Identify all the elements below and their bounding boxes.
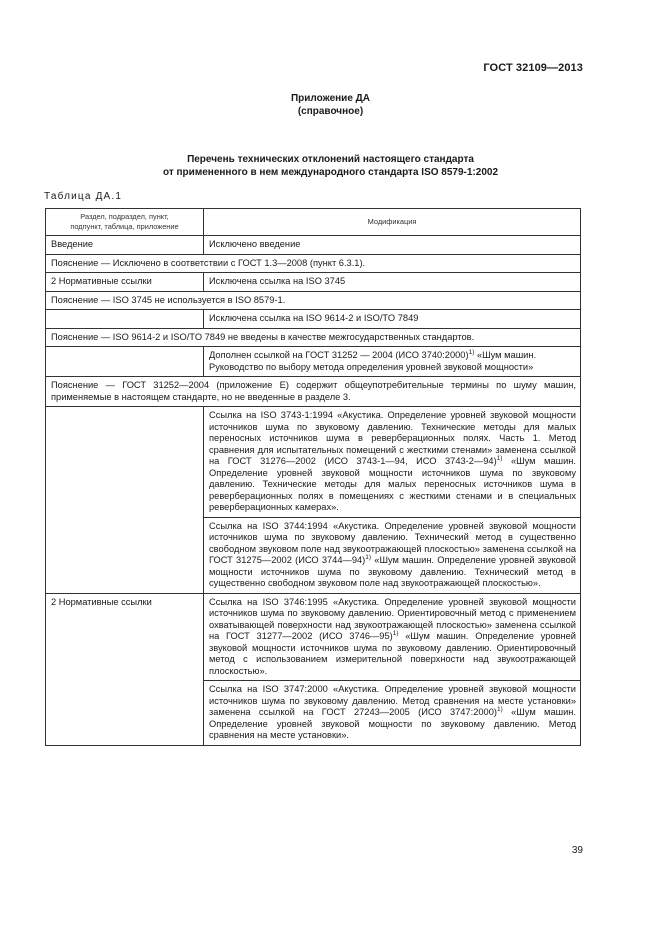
footnote-ref: 1): [392, 629, 399, 637]
mod-text: Ссылка на ISO 3744:1994 «Акустика. Определение уровней звуковой мощности источников шума по звуковому давлению. Технический метод в существенно свободном звуковом поле над звукоотражающей плоскостью» заменена ссылкой на ГОСТ 31275—2002 (ИСО 3744—94): [209, 520, 576, 565]
mod-text: «Шум машин. Определение уровней звуковой мощности источников шума по звуковому давлению. Технические методы для малых переносных источников шума в реверберационных полях в помещениях с жесткими стенами и в специальных реверберационных камерах».: [209, 456, 576, 512]
footnote-ref: 1): [496, 454, 503, 462]
table-row: [46, 273, 581, 292]
mod-text: Ссылка на ISO 3743-1:1994 «Акустика. Определение уровней звуковой мощности источников шума по звуковому давлению. Технические методы для малых переносных источников шума в реверберационных полях. Часть 1. Метод сравнения для испытательных помещений с жесткими стенами» заменена ссылкой на ГОСТ 31276—2002 (ИСО 3743-1—94, ИСО 3743-2—94): [209, 410, 576, 466]
heading-line-2: от примененного в нем международного стандарта ISO 8579-1:2002: [162, 167, 499, 178]
modification-cell: Исключена ссылка на ISO 3745: [204, 273, 581, 292]
mod-text: «Шум машин. Определение уровней звуковой мощности по звуковому давлению. Метод сравнения на месте установки».: [209, 707, 576, 740]
annex-title: Приложение ДА: [290, 93, 371, 104]
modification-cell: [204, 517, 581, 593]
table-caption: Таблица ДА.1: [44, 191, 123, 202]
deviations-table: [45, 208, 581, 746]
mod-text: Ссылка на ISO 3747:2000 «Акустика. Определение уровней звуковой мощности источников шума по звуковому давлению. Метод сравнения на месте установки» заменена ссылкой на ГОСТ 27243—2005 (ИСО 3747:2000): [209, 684, 576, 717]
section-cell-empty: [46, 310, 204, 329]
note-row: [46, 291, 581, 310]
section-cell: 2 Нормативные ссылки: [46, 593, 204, 745]
modification-cell: [204, 681, 581, 746]
table-row: [46, 407, 581, 518]
table-row: [46, 593, 581, 681]
annex-subtitle: (справочное): [297, 106, 364, 117]
table-row: [46, 236, 581, 255]
modification-cell: Исключено введение: [204, 236, 581, 255]
heading-line-1: Перечень технических отклонений настоящего стандарта: [187, 154, 474, 165]
modification-cell: [204, 407, 581, 518]
note-cell: Пояснение — ISO 3745 не используется в ISO 8579-1.: [46, 291, 581, 310]
mod-text: Дополнен ссылкой на ГОСТ 31252 — 2004 (ИСО 3740:2000): [209, 350, 469, 360]
note-row: [46, 377, 581, 407]
page-number: 39: [571, 845, 583, 856]
note-cell: Пояснение — ГОСТ 31252—2004 (приложение Е) содержит общеупотребительные термины по шуму машин, применяемые в настоящем стандарте, но не введенные в разделе 3.: [46, 377, 581, 407]
section-cell: 2 Нормативные ссылки: [46, 273, 204, 292]
col1-header-line-1: Раздел, подраздел, пункт,: [80, 212, 169, 221]
note-cell: Пояснение — ISO 9614-2 и ISO/TO 7849 не введены в качестве межгосударственных стандартов.: [46, 328, 581, 347]
section-cell: Введение: [46, 236, 204, 255]
table-row: [46, 310, 581, 329]
col1-header-line-2: подпункт, таблица, приложение: [70, 222, 179, 231]
mod-text: «Шум машин. Определение уровней звуковой мощности источников шума по звуковому давлению. Технический метод в существенно свободном звуковом поле над звукоотражающей плоскостью».: [209, 555, 577, 588]
standard-code: ГОСТ 32109—2013: [483, 62, 583, 74]
section-cell-empty: [46, 347, 204, 377]
table-header-row: [46, 209, 581, 236]
note-row: [46, 254, 581, 273]
col1-header: [46, 209, 204, 236]
section-cell-empty: [46, 407, 204, 594]
section-heading: [0, 153, 661, 179]
mod-text: Ссылка на ISO 3746:1995 «Акустика. Определение уровней звуковой мощности источников шума по звуковому давлению. Ориентировочный метод с применением охватывающей поверхности над звукоотражающей плоскостью» заменена ссылкой на ГОСТ 31277—2002 (ИСО 3746—95): [209, 596, 576, 641]
note-row: [46, 328, 581, 347]
mod-text: «Шум машин. Определение уровней звуковой мощности источников шума по звуковому давлению. Ориентировочный метод с использованием измерительной поверхности над звукоотражающей плоскостью».: [209, 631, 577, 676]
note-cell: Пояснение — Исключено в соответствии с ГОСТ 1.3—2008 (пункт 6.3.1).: [46, 254, 581, 273]
table-row: [46, 347, 581, 377]
footnote-ref: 1): [468, 348, 475, 356]
footnote-ref: 1): [497, 705, 503, 713]
modification-cell: [204, 593, 581, 681]
modification-cell: Исключена ссылка на ISO 9614-2 и ISO/TO 7849: [204, 310, 581, 329]
annex-heading: [0, 92, 661, 118]
col2-header: Модификация: [204, 209, 581, 236]
mod-text: «Шум машин. Руководство по выбору метода определения уровней звуковой мощности»: [209, 350, 537, 372]
modification-cell: [204, 347, 581, 377]
footnote-ref: 1): [365, 553, 372, 561]
